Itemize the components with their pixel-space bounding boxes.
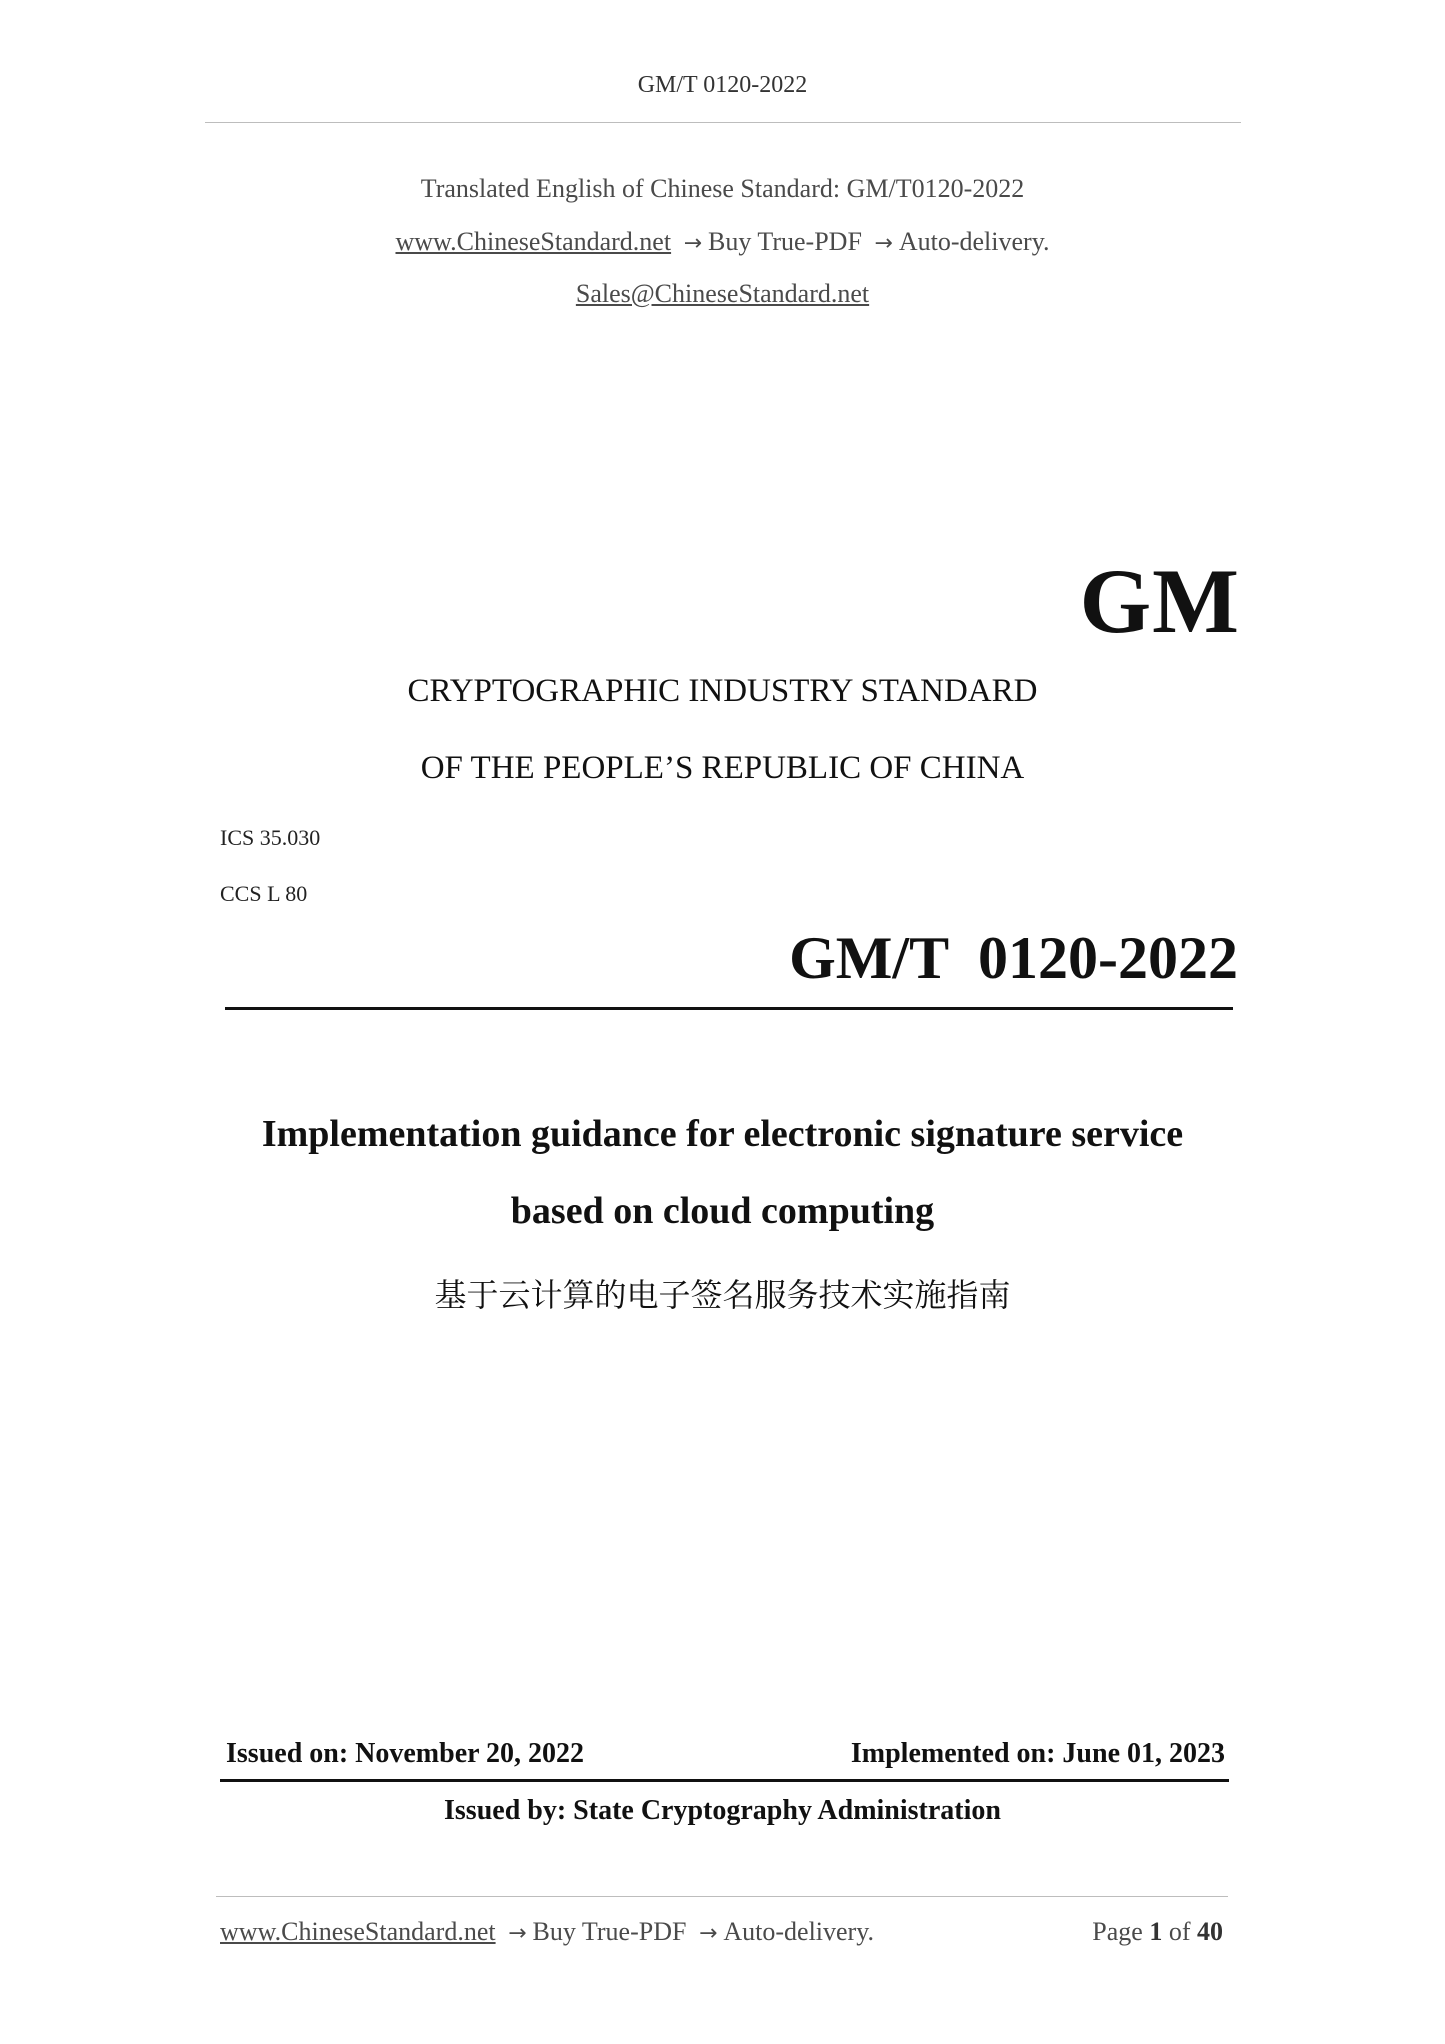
implemented-on: Implemented on: June 01, 2023 <box>850 1738 1225 1769</box>
email-line <box>0 279 1445 309</box>
footer-delivery-text: Auto-delivery. <box>723 1917 875 1946</box>
footer-divider <box>216 1896 1228 1897</box>
footer-site-link[interactable]: www.ChineseStandard.net <box>220 1917 496 1946</box>
translation-line: Translated English of Chinese Standard: GM/T0120-2022 <box>420 174 1025 203</box>
title-cn: 基于云计算的电子签名服务技术实施指南 <box>434 1276 1011 1314</box>
promo-line <box>0 227 1445 257</box>
page-total: 40 <box>1197 1917 1223 1946</box>
standard-number: GM/T 0120-2022 <box>789 925 1238 991</box>
ics-code: ICS 35.030 <box>220 825 321 850</box>
running-header: GM/T 0120-2022 <box>637 72 808 98</box>
issued-by: Issued by: State Cryptography Administration <box>444 1795 1001 1826</box>
arrow-right-icon: → <box>683 231 703 256</box>
sales-email-link[interactable]: Sales@ChineseStandard.net <box>575 279 870 308</box>
title-en-line-1: Implementation guidance for electronic signature service <box>261 1113 1184 1155</box>
auto-delivery-text: Auto-delivery. <box>898 227 1050 256</box>
issued-on: Issued on: November 20, 2022 <box>226 1738 585 1769</box>
buy-true-pdf-text: Buy True-PDF <box>708 227 862 256</box>
page-of-label: of <box>1168 1917 1191 1946</box>
arrow-right-icon: → <box>698 1921 718 1946</box>
standard-number-rule <box>225 1007 1233 1010</box>
arrow-right-icon: → <box>874 231 893 256</box>
gm-logo-text: GM <box>1079 550 1240 652</box>
site-link[interactable]: www.ChineseStandard.net <box>395 227 672 256</box>
arrow-right-icon: → <box>508 1921 527 1946</box>
ccs-code: CCS L 80 <box>220 881 308 906</box>
authority-line-1: CRYPTOGRAPHIC INDUSTRY STANDARD <box>407 673 1038 709</box>
page-number <box>1092 1917 1223 1947</box>
title-en-line-2: based on cloud computing <box>510 1190 935 1232</box>
issue-dates-rule <box>220 1779 1229 1782</box>
page-label: Page <box>1092 1917 1143 1946</box>
header-divider <box>205 122 1241 123</box>
footer-promo <box>220 1917 874 1947</box>
footer-buy-text: Buy True-PDF <box>532 1917 687 1946</box>
authority-line-2: OF THE PEOPLE’S REPUBLIC OF CHINA <box>420 750 1025 786</box>
page-current: 1 <box>1149 1917 1163 1946</box>
